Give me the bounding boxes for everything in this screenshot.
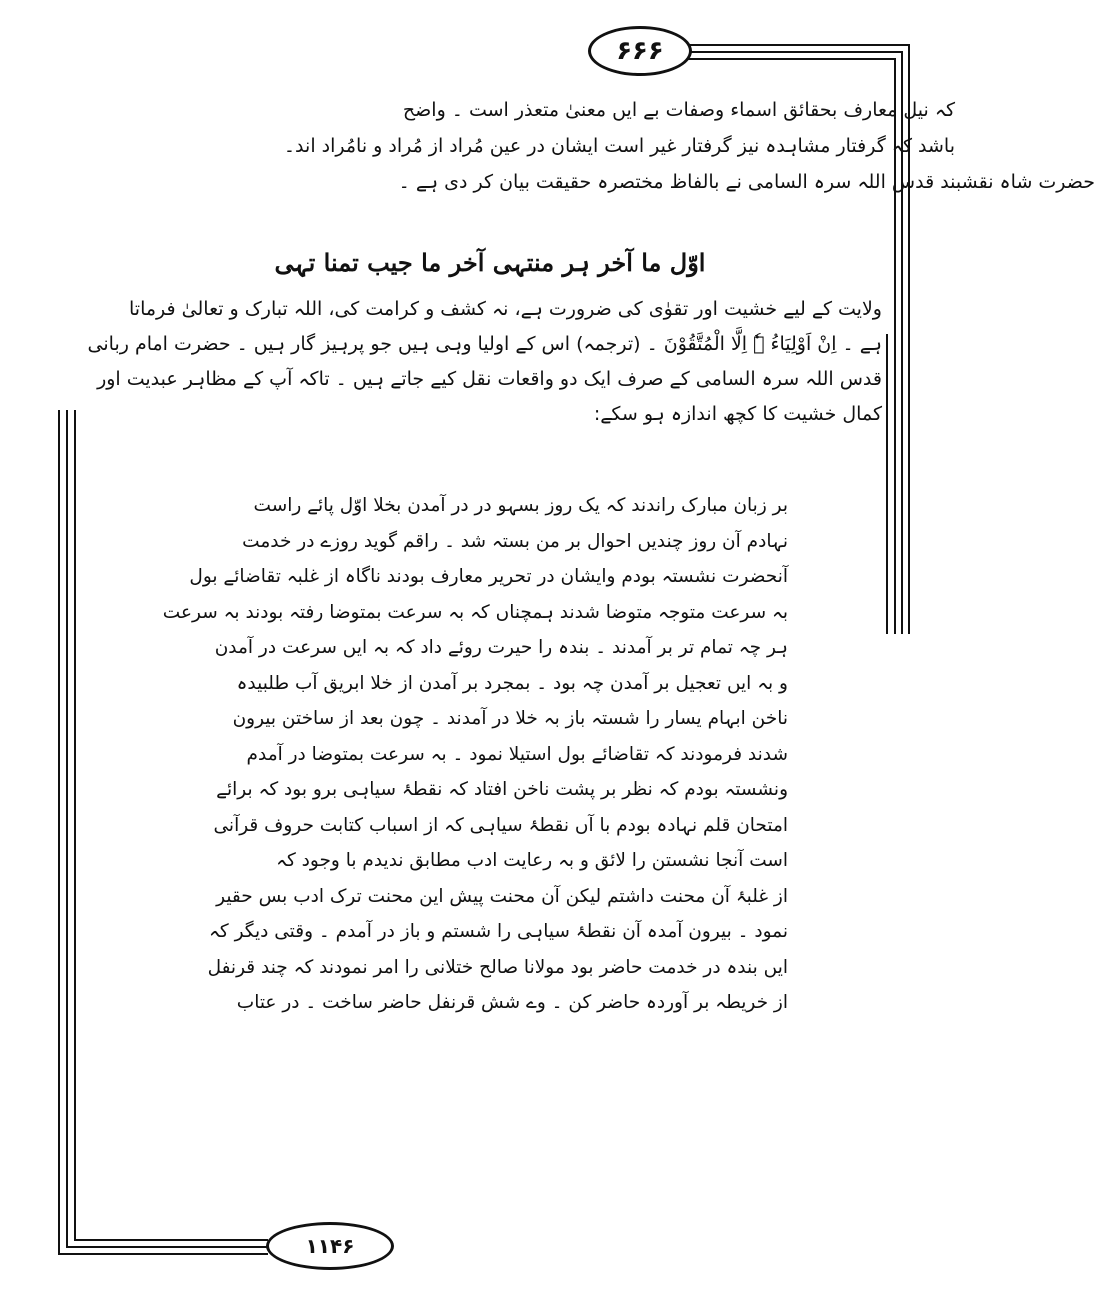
- quote-line: بہ سرعت متوجہ متوضا شدند ہمچناں کہ بہ سرعت بمتوضا رفتہ بودند بہ سرعت: [162, 601, 788, 623]
- quote-line: ناخن ابہام یسار را شستہ باز بہ خلا در آمدند ۔ چون بعد از ساختن بیرون: [232, 708, 788, 729]
- quote-line: شدند فرمودند کہ تقاضائے بول استیلا نمود ۔ بہ سرعت بمتوضا در آمدم: [246, 743, 788, 765]
- quotation-block: [162, 488, 788, 1021]
- bottom-page-number-text: ۱۱۴۶: [305, 1234, 355, 1258]
- top-frame-line-1: [685, 44, 910, 46]
- quote-line: ایں بندہ در خدمت حاضر بود مولانا صالح ختلانی را امر نمودند کہ چند قرنفل: [207, 956, 788, 978]
- bottom-frame-line-1: [58, 1253, 268, 1255]
- top-frame-line-2: [685, 51, 903, 53]
- body-line: ولایت کے لیے خشیت اور تقوٰی کی ضرورت ہے، نہ کشف و کرامت کی، اللہ تبارک و تعالیٰ فرماتا: [129, 298, 882, 320]
- body-line: ہے ۔ اِنْ اَوْلِیَاءُ ہٗ اِلَّا الْمُتَّقُوْنَ ۔ (ترجمہ) اس کے اولیا وہی ہیں جو پرہیز گار ہیں ۔ حضرت امام ربانی: [87, 333, 882, 355]
- intro-line: باشد کہ گرفتار مشاہدہ نیز گرفتار غیر است ایشان در عین مُراد از مُراد و نامُراد اند۔: [283, 135, 955, 157]
- verse-couplet: [270, 248, 710, 277]
- left-frame-line-1: [58, 410, 60, 1255]
- body-paragraph: [72, 292, 882, 432]
- top-frame-line-3: [685, 58, 896, 60]
- quote-line: از غلبۂ آن محنت داشتم لیکن آن محنت پیش این محنت ترک ادب بس حقیر: [216, 885, 788, 907]
- top-page-number: [588, 26, 692, 76]
- left-frame-line-3: [74, 410, 76, 1241]
- quote-line: امتحان قلم نہادہ بودم با آں نقطۂ سیاہی کہ از اسباب کتابت حروف قرآنی: [213, 814, 788, 836]
- quote-line: و بہ ایں تعجیل بر آمدن چہ بود ۔ بمجرد بر آمدن از خلا ابریق آب طلبیدہ: [236, 672, 788, 694]
- quote-line: از خریطہ بر آوردہ حاضر کن ۔ وے شش قرنفل حاضر ساخت ۔ در عتاب: [236, 992, 788, 1013]
- quote-line: ونشستہ بودم کہ نظر بر پشت ناخن افتاد کہ نقطۂ سیاہی برو بود کہ برائے: [216, 779, 788, 800]
- verse-text: اوّل ما آخر ہر منتہی آخر ما جیب تمنا تہی: [274, 248, 706, 277]
- body-line: قدس اللہ سرہ السامی کے صرف ایک دو واقعات نقل کیے جاتے ہیں ۔ تاکہ آپ کے مظاہر عبدیت اور: [97, 368, 882, 390]
- bottom-frame-line-2: [66, 1246, 268, 1248]
- left-frame-line-2: [66, 410, 68, 1248]
- quote-line: نہادم آن روز چندیں احوال بر من بستہ شد ۔ راقم گوید روزے در خدمت: [242, 530, 788, 552]
- quote-line: بر زبان مبارک راندند کہ یک روز بسہو در در آمدن بخلا اوّل پائے راست: [253, 495, 788, 516]
- top-page-number-text: ۶۶۶: [616, 36, 664, 66]
- quote-line: نمود ۔ بیرون آمدہ آن نقطۂ سیاہی را شستم و باز در آمدم ۔ وقتی دیگر کہ: [209, 921, 788, 942]
- quote-line: ہر چہ تمام تر بر آمدند ۔ بندہ را حیرت روئے داد کہ بہ ایں سرعت در آمدن: [214, 637, 788, 658]
- bottom-frame-line-3: [74, 1239, 268, 1241]
- quote-line: آنحضرت نشستہ بودم وایشان در تحریر معارف بودند ناگاہ از غلبہ تقاضائے بول: [189, 566, 788, 587]
- right-inner-rule: [886, 334, 888, 634]
- intro-paragraph: [205, 92, 1095, 200]
- intro-line: کہ نیل معارف بحقائق اسماء وصفات بے ایں معنیٰ متعذر است ۔ واضح: [402, 99, 955, 121]
- intro-line: حضرت شاہ نقشبند قدس اللہ سرہ السامی نے بالفاظ مختصرہ حقیقت بیان کر دی ہے ۔: [398, 171, 1095, 193]
- quote-line: است آنجا نشستن را لائق و بہ رعایت ادب مطابق ندیدم با وجود کہ: [276, 850, 788, 871]
- bottom-page-number: [266, 1222, 394, 1270]
- body-line: کمال خشیت کا کچھ اندازہ ہو سکے:: [593, 403, 882, 425]
